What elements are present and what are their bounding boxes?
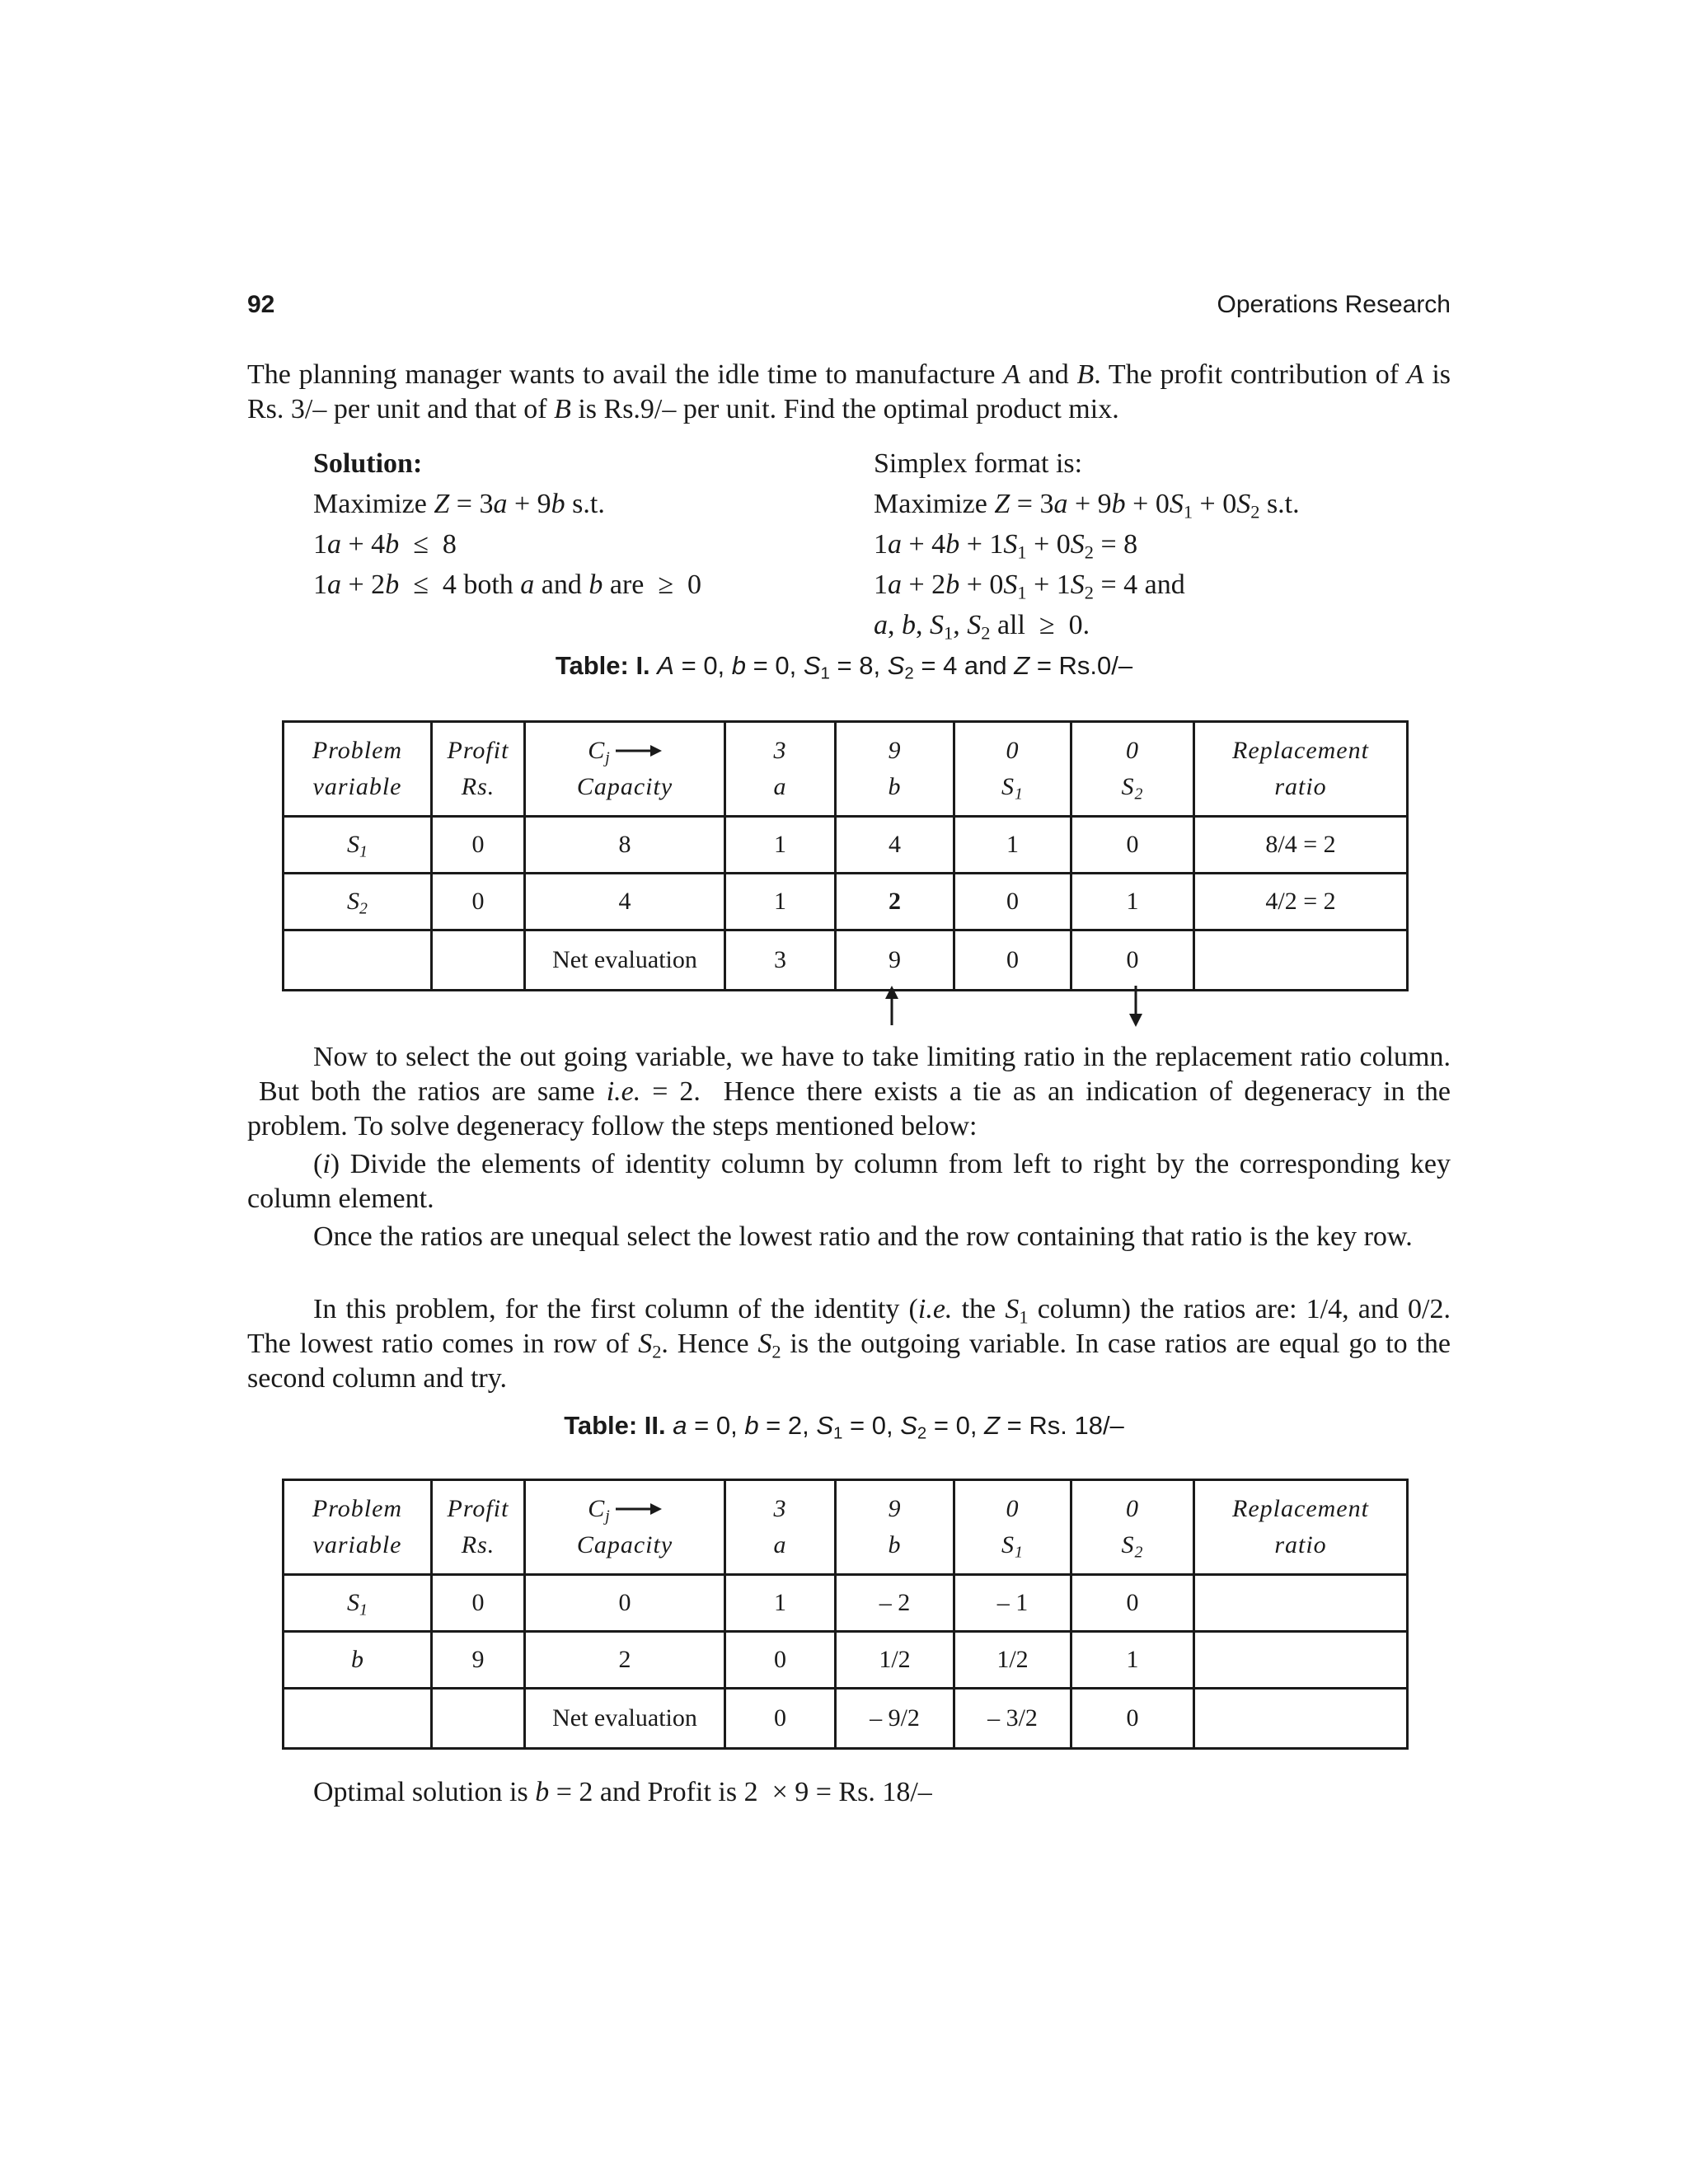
- cell-capacity: 4: [525, 874, 725, 930]
- cell-profit: 0: [432, 874, 525, 930]
- cell-s1: – 3/2: [954, 1689, 1071, 1749]
- cell-profit: 0: [432, 817, 525, 874]
- cell-ratio: [1194, 1632, 1408, 1689]
- table-row: [284, 874, 1408, 930]
- table-header-row: [284, 1480, 1408, 1575]
- cell-a: 3: [725, 930, 836, 991]
- header-s1: 0 $S_1$: [954, 722, 1071, 817]
- intro-paragraph: The planning manager wants to avail the idle time to manufacture A and B. The profit contribution of A is Rs. 3/– per unit and that of B is Rs.9/– per unit. Find the optimal product mix.: [247, 359, 1451, 424]
- cell-b-key-element: 2: [836, 874, 954, 930]
- header-cj-capacity: $C_j$ Capacity: [525, 722, 725, 817]
- cell-capacity: 2: [525, 1632, 725, 1689]
- paragraph-degeneracy: Now to select the out going variable, we have to take limiting ratio in the replacement ratio column. But both the ratios are same i.e. = 2. Hence there exists a tie as an indication of degeneracy in the problem. To solve degeneracy follow the steps mentioned below:: [247, 1042, 1451, 1141]
- simplex-objective: Maximize $Z = 3a + 9b + 0S_1 + 0S_2$ s.t.: [874, 489, 1300, 523]
- table-2-caption: Table: II. a = 0, b = 2, $S_1 = 0$, $S_2 = 0$, Z = Rs. 18/–: [564, 1411, 1124, 1443]
- cell-basic-variable: $S_1$: [284, 817, 432, 874]
- simplex-heading: Simplex format is:: [874, 448, 1083, 479]
- cell-b: – 9/2: [836, 1689, 954, 1749]
- header-replacement-ratio: Replacement ratio: [1194, 722, 1408, 817]
- cell-s2: 0: [1071, 817, 1194, 874]
- constraint-1: 1a + 4b ≤ 8: [313, 529, 457, 560]
- cell-a: 0: [725, 1632, 836, 1689]
- table-header-row: [284, 722, 1408, 817]
- running-title: Operations Research: [1217, 291, 1451, 318]
- right-arrow-icon: [616, 744, 662, 757]
- cell-ratio: 4/2 = 2: [1194, 874, 1408, 930]
- cell-a: 0: [725, 1689, 836, 1749]
- cell-ratio: 8/4 = 2: [1194, 817, 1408, 874]
- cell-s1: 0: [954, 930, 1071, 991]
- header-b: 9 b: [836, 722, 954, 817]
- cell-ratio: [1194, 930, 1408, 991]
- cell-s1: 0: [954, 874, 1071, 930]
- table-row: [284, 1575, 1408, 1632]
- page-header: [247, 291, 1451, 330]
- cell-b: 4: [836, 817, 954, 874]
- header-problem-variable: Problem variable: [284, 1480, 432, 1575]
- header-s1: 0 $S_1$: [954, 1480, 1071, 1575]
- header-b: 9 b: [836, 1480, 954, 1575]
- simplex-table-1: [282, 720, 1409, 991]
- net-evaluation-row: [284, 1689, 1408, 1749]
- conclusion-line: Optimal solution is b = 2 and Profit is 2 × 9 = Rs. 18/–: [313, 1777, 932, 1807]
- cell-ratio: [1194, 1689, 1408, 1749]
- paragraph-outgoing-variable: In this problem, for the first column of the identity (i.e. the $S_1$ column) the ratios are: 1/4, and 0/2. The lowest ratio comes in row of $S_2$. Hence $S_2$ is the outgoing variable. In case ratios are equal go to the second column and try.: [247, 1294, 1451, 1394]
- cell-net-evaluation-label: Net evaluation: [525, 930, 725, 991]
- header-problem-variable: Problem variable: [284, 722, 432, 817]
- cell-capacity: 0: [525, 1575, 725, 1632]
- paragraph-step-1: (i) Divide the elements of identity column by column from left to right by the corresponding key column element.: [247, 1149, 1451, 1214]
- cell-s1: – 1: [954, 1575, 1071, 1632]
- cell-b: 9: [836, 930, 954, 991]
- net-evaluation-row: [284, 930, 1408, 991]
- header-s2: 0 $S_2$: [1071, 1480, 1194, 1575]
- table-row: [284, 1632, 1408, 1689]
- cell-empty: [432, 1689, 525, 1749]
- cell-basic-variable: $S_1$: [284, 1575, 432, 1632]
- cell-s2: 0: [1071, 1575, 1194, 1632]
- cell-a: 1: [725, 874, 836, 930]
- cell-empty: [284, 930, 432, 991]
- cell-a: 1: [725, 817, 836, 874]
- right-arrow-icon: [616, 1502, 662, 1516]
- simplex-constraint-1: $1a + 4b + 1S_1 + 0S_2 = 8$: [874, 529, 1138, 563]
- simplex-nonnegativity: a, b, $S_1$, $S_2$ all ≥ 0.: [874, 610, 1090, 644]
- cell-profit: 0: [432, 1575, 525, 1632]
- cell-s1: 1/2: [954, 1632, 1071, 1689]
- solution-block: [313, 443, 701, 605]
- header-a: 3 a: [725, 722, 836, 817]
- cell-b: – 2: [836, 1575, 954, 1632]
- constraint-2: 1a + 2b ≤ 4 both a and b are ≥ 0: [313, 569, 702, 600]
- cell-s2: 1: [1071, 874, 1194, 930]
- cell-b: 1/2: [836, 1632, 954, 1689]
- page-number: 92: [247, 291, 275, 318]
- cell-s1: 1: [954, 817, 1071, 874]
- cell-ratio: [1194, 1575, 1408, 1632]
- header-replacement-ratio: Replacement ratio: [1194, 1480, 1408, 1575]
- header-a: 3 a: [725, 1480, 836, 1575]
- down-arrow-icon: [1126, 986, 1146, 1027]
- cell-net-evaluation-label: Net evaluation: [525, 1689, 725, 1749]
- cell-profit: 9: [432, 1632, 525, 1689]
- up-arrow-icon: [882, 986, 902, 1027]
- cell-basic-variable: b: [284, 1632, 432, 1689]
- cell-capacity: 8: [525, 817, 725, 874]
- header-profit: Profit Rs.: [432, 722, 525, 817]
- header-cj-capacity: $C_j$ Capacity: [525, 1480, 725, 1575]
- simplex-table-2: [282, 1479, 1409, 1750]
- header-s2: 0 $S_2$: [1071, 722, 1194, 817]
- cell-s2: 0: [1071, 930, 1194, 991]
- table-row: [284, 817, 1408, 874]
- cell-a: 1: [725, 1575, 836, 1632]
- simplex-format-block: [874, 443, 1300, 645]
- simplex-constraint-2: $1a + 2b + 0S_1 + 1S_2 = 4$ and: [874, 569, 1185, 603]
- cell-s2: 1: [1071, 1632, 1194, 1689]
- cell-basic-variable: $S_2$: [284, 874, 432, 930]
- table-1-caption: Table: I. A = 0, b = 0, $S_1 = 8$, $S_2 = 4$ and Z = Rs.0/–: [555, 651, 1133, 683]
- header-profit: Profit Rs.: [432, 1480, 525, 1575]
- cell-empty: [284, 1689, 432, 1749]
- objective-function: Maximize Z = 3a + 9b s.t.: [313, 489, 605, 519]
- paragraph-lowest-ratio: Once the ratios are unequal select the lowest ratio and the row containing that ratio is the key row.: [313, 1221, 1413, 1252]
- cell-s2: 0: [1071, 1689, 1194, 1749]
- cell-empty: [432, 930, 525, 991]
- solution-heading: Solution:: [313, 448, 423, 479]
